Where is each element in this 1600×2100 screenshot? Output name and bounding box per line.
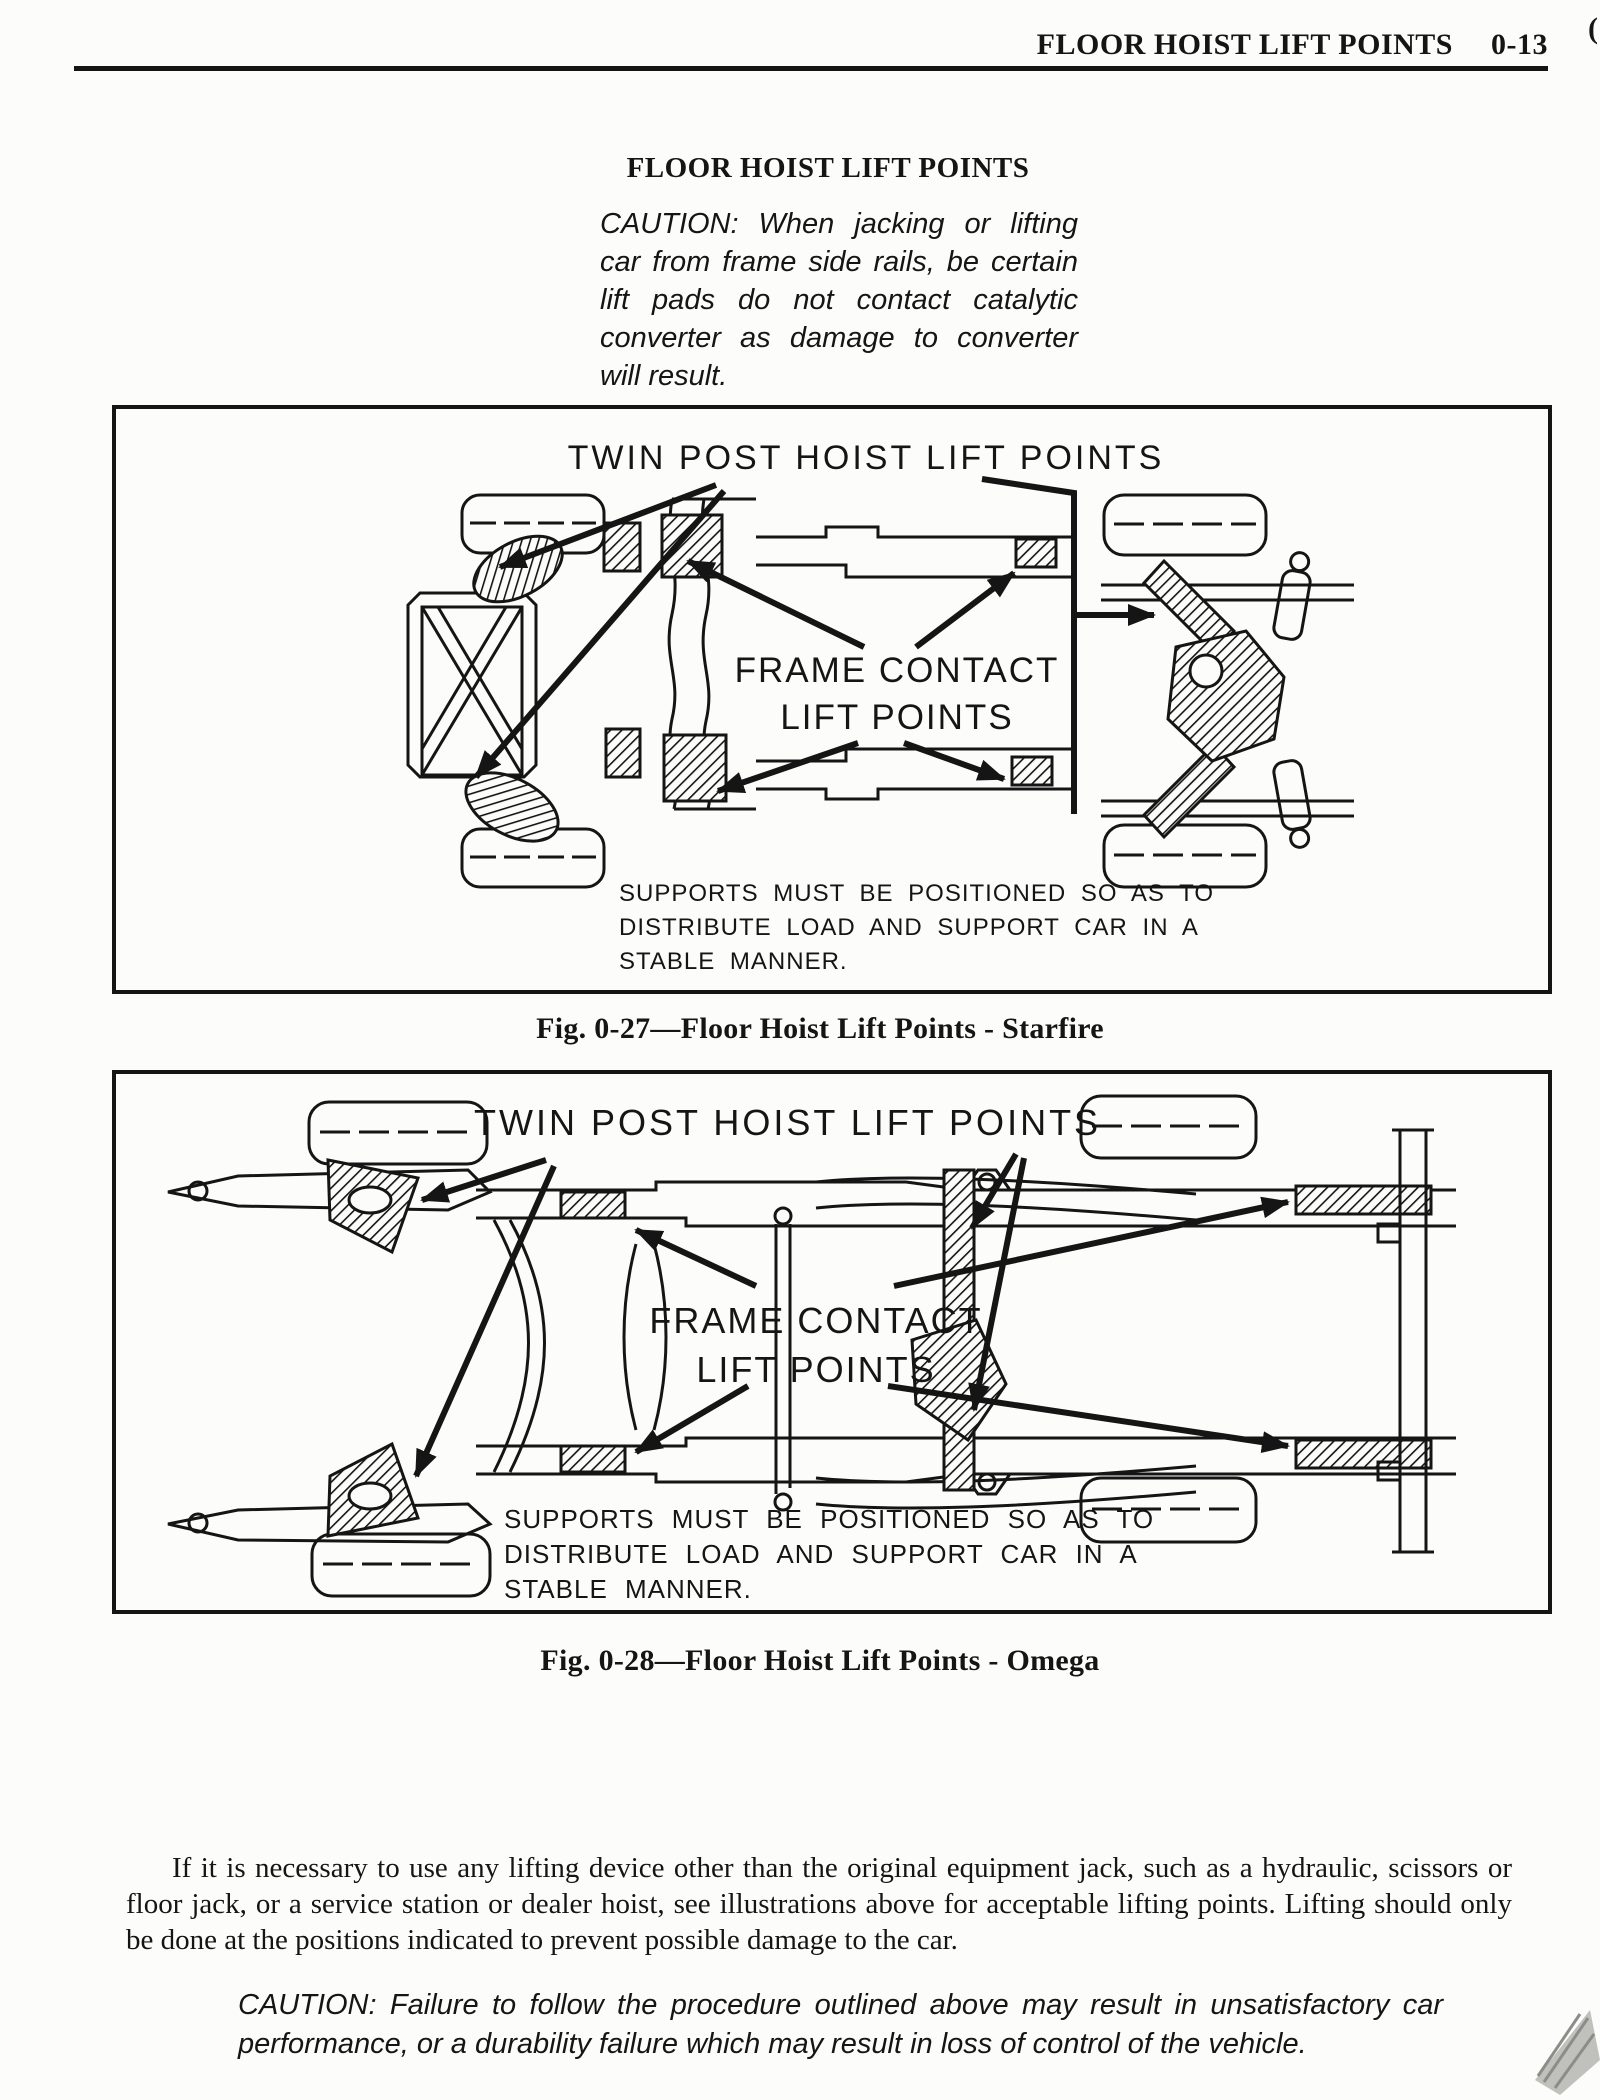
rear-tire-left <box>1081 1096 1256 1158</box>
x-frame-crossmember <box>408 593 536 777</box>
figure1-caption: Fig. 0-27—Floor Hoist Lift Points - Starfire <box>536 1012 1104 1045</box>
rear-shock-absorber-top <box>1272 550 1315 641</box>
figure2-support-note <box>504 1502 1154 1607</box>
front-lift-pad-top <box>463 523 573 616</box>
caution-top: CAUTION: When jacking or lifting car from frame side rails, be certain lift pads do not contact catalytic converter as damage to converter will result. <box>600 208 1078 392</box>
caution-bottom: CAUTION: Failure to follow the procedure outlined above may result in unsatisfactory car performance, or a durability failure which may result in loss of control of the vehicle. <box>238 1989 1443 2060</box>
front-lift-pad-bottom <box>455 759 570 855</box>
rear-differential <box>1168 631 1284 761</box>
frame-rail-top <box>756 527 1074 577</box>
scan-corner-mark: ( <box>1588 12 1598 45</box>
page-header-title: FLOOR HOIST LIFT POINTS <box>1036 28 1453 61</box>
figure2-note-line1: SUPPORTS MUST BE POSITIONED SO AS TO <box>504 1504 1155 1534</box>
frame-rail-bottom <box>756 749 1074 799</box>
rear-tire-left <box>1104 495 1266 555</box>
page-header <box>1037 28 1548 62</box>
figure1-note-line3: STABLE MANNER. <box>619 948 848 975</box>
header-rule <box>74 66 1548 71</box>
front-lift-pad-top <box>328 1160 418 1252</box>
figure1-frame-contact-line1: FRAME CONTACT <box>734 651 1060 690</box>
stabilizer-bar <box>494 1220 545 1472</box>
body-paragraph: If it is necessary to use any lifting device other than the original equipment jack, such as a hydraulic, scissors or floor jack, or a service station or dealer hoist, see illustrations above for acceptable lifting points. Lifting should only be done at the positions indicated to prevent possible damage to the car. <box>126 1852 1512 1956</box>
figure-starfire <box>112 405 1552 994</box>
front-lift-pad-bottom <box>328 1444 418 1536</box>
page-number: 0-13 <box>1491 28 1548 61</box>
figure2-frame-contact-line1: FRAME CONTACT <box>649 1300 983 1341</box>
figure-omega <box>112 1070 1552 1614</box>
figure1-frame-contact-label <box>697 647 1097 741</box>
section-title: FLOOR HOIST LIFT POINTS <box>626 152 1030 184</box>
figure2-twin-post-label: TWIN POST HOIST LIFT POINTS <box>474 1102 1102 1143</box>
figure2-caption: Fig. 0-28—Floor Hoist Lift Points - Omega <box>540 1644 1100 1677</box>
figure2-frame-contact-line2: LIFT POINTS <box>696 1349 936 1390</box>
figure1-support-note <box>619 877 1214 979</box>
figure1-frame-contact-line2: LIFT POINTS <box>780 698 1014 737</box>
figure2-note-line2: DISTRIBUTE LOAD AND SUPPORT CAR IN A <box>504 1539 1138 1569</box>
figure2-frame-contact-label <box>621 1296 1011 1394</box>
figure1-note-line1: SUPPORTS MUST BE POSITIONED SO AS TO <box>619 880 1215 907</box>
figure2-note-line3: STABLE MANNER. <box>504 1574 752 1604</box>
scan-artifact-arrow <box>1440 2000 1600 2100</box>
figure1-twin-post-label: TWIN POST HOIST LIFT POINTS <box>567 439 1165 477</box>
front-tire-right <box>312 1534 490 1596</box>
front-tire-left <box>309 1102 487 1164</box>
rear-shock-absorber-bottom <box>1272 759 1315 850</box>
figure1-note-line2: DISTRIBUTE LOAD AND SUPPORT CAR IN A <box>619 914 1199 941</box>
